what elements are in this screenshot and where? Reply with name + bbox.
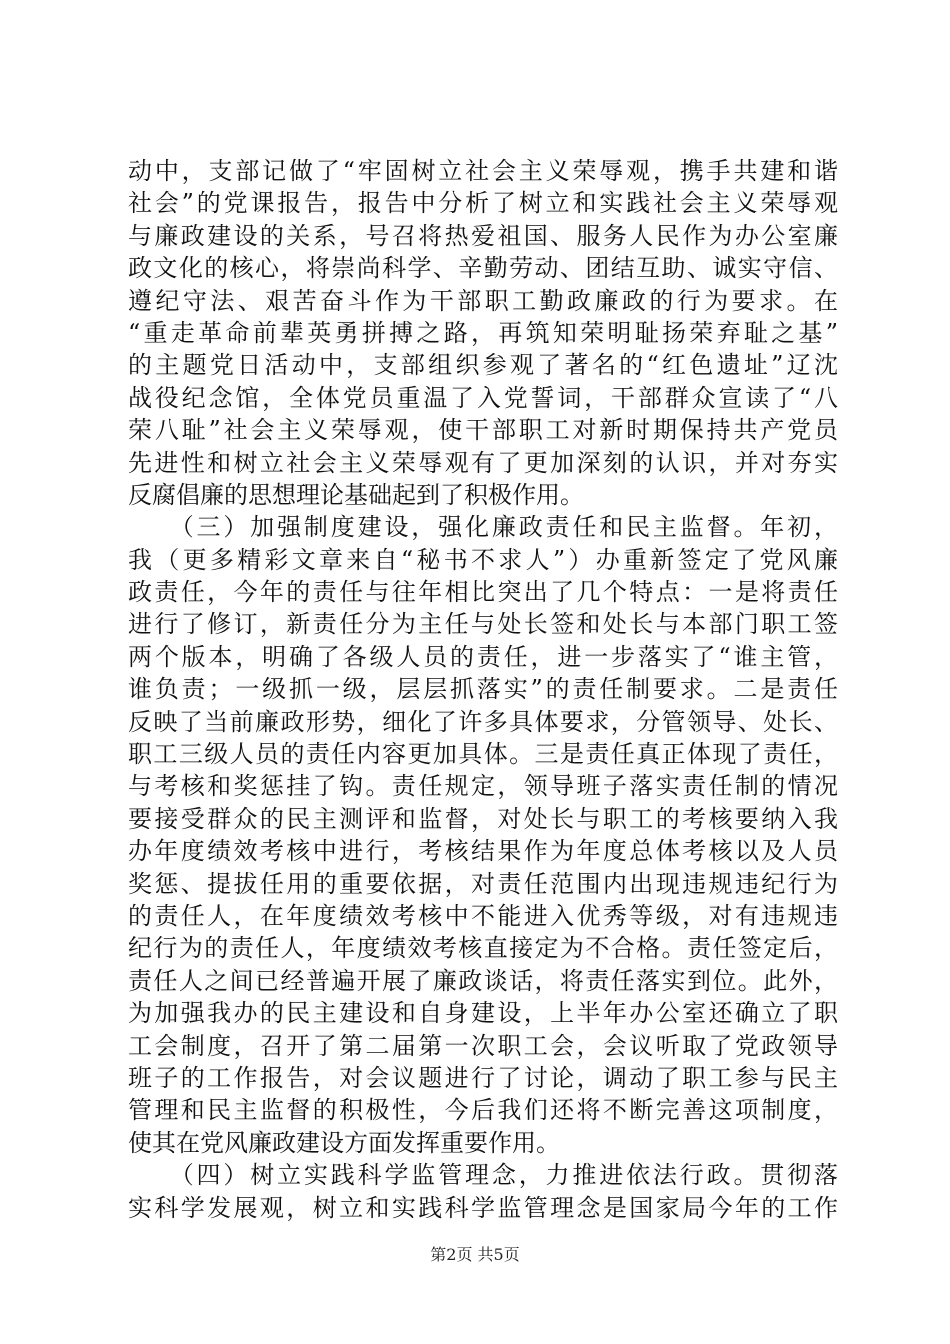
text-line: 反腐倡廉的思想理论基础起到了积极作用。 [128, 480, 584, 509]
text-line: 与考核和奖惩挂了钩。责任规定，领导班子落实责任制的情况 [128, 772, 838, 801]
text-line: 先进性和树立社会主义荣辱观有了更加深刻的认识，并对夯实 [128, 448, 838, 477]
text-line: 政责任，今年的责任与往年相比突出了几个特点：一是将责任 [128, 578, 838, 607]
text-line: 责任人之间已经普遍开展了廉政谈话，将责任落实到位。此外， [128, 966, 838, 995]
page-footer: 第2页 共5页 [430, 1245, 520, 1264]
text-line: 的主题党日活动中，支部组织参观了著名的“红色遗址”辽沈 [128, 351, 838, 380]
text-line: 进行了修订，新责任分为主任与处长签和处长与本部门职工签 [128, 610, 838, 639]
text-line: 职工三级人员的责任内容更加具体。三是责任真正体现了责任， [128, 740, 838, 769]
text-line: 纪行为的责任人，年度绩效考核直接定为不合格。责任签定后， [128, 934, 838, 963]
text-line: 两个版本，明确了各级人员的责任，进一步落实了“谁主管， [128, 642, 838, 671]
text-line: 动中，支部记做了“牢固树立社会主义荣辱观，携手共建和谐 [128, 157, 838, 185]
text-line: 遵纪守法、艰苦奋斗作为干部职工勤政廉政的行为要求。在 [128, 286, 838, 315]
text-line: 为加强我办的民主建设和自身建设，上半年办公室还确立了职 [128, 999, 838, 1028]
text-line: 政文化的核心，将崇尚科学、辛勤劳动、团结互助、诚实守信、 [128, 254, 838, 283]
text-line: “重走革命前辈英勇拼搏之路，再筑知荣明耻扬荣弃耻之基” [128, 318, 838, 347]
text-line: 与廉政建设的关系，号召将热爱祖国、服务人民作为办公室廉 [128, 221, 838, 250]
text-line: 荣八耻”社会主义荣辱观，使干部职工对新时期保持共产党员 [128, 416, 838, 445]
text-line: 奖惩、提拔任用的重要依据，对责任范围内出现违规违纪行为 [128, 869, 838, 898]
text-line: 班子的工作报告，对会议题进行了讨论，调动了职工参与民主 [128, 1063, 838, 1092]
text-line: （三）加强制度建设，强化廉政责任和民主监督。年初， [128, 513, 838, 542]
text-line: 实科学发展观，树立和实践科学监管理念是国家局今年的工作 [128, 1193, 838, 1222]
text-line: 的责任人，在年度绩效考核中不能进入优秀等级，对有违规违 [128, 901, 838, 930]
text-line: 办年度绩效考核中进行，考核结果作为年度总体考核以及人员 [128, 837, 838, 866]
text-line: 战役纪念馆，全体党员重温了入党誓词，干部群众宣读了“八 [128, 383, 838, 412]
text-line: 工会制度，召开了第二届第一次职工会，会议听取了党政领导 [128, 1031, 838, 1060]
text-line: 谁负责；一级抓一级，层层抓落实”的责任制要求。二是责任 [128, 675, 838, 704]
text-line: 反映了当前廉政形势，细化了许多具体要求，分管领导、处长、 [128, 707, 838, 736]
text-line: 我（更多精彩文章来自“秘书不求人”）办重新签定了党风廉 [128, 545, 838, 574]
text-line: 社会”的党课报告，报告中分析了树立和实践社会主义荣辱观 [128, 189, 838, 218]
document-body [128, 155, 838, 1224]
text-line: （四）树立实践科学监管理念，力推进依法行政。贯彻落 [128, 1161, 838, 1190]
text-line: 使其在党风廉政建设方面发挥重要作用。 [128, 1128, 560, 1157]
text-line: 管理和民主监督的积极性，今后我们还将不断完善这项制度， [128, 1096, 838, 1125]
text-line: 要接受群众的民主测评和监督，对处长与职工的考核要纳入我 [128, 804, 838, 833]
